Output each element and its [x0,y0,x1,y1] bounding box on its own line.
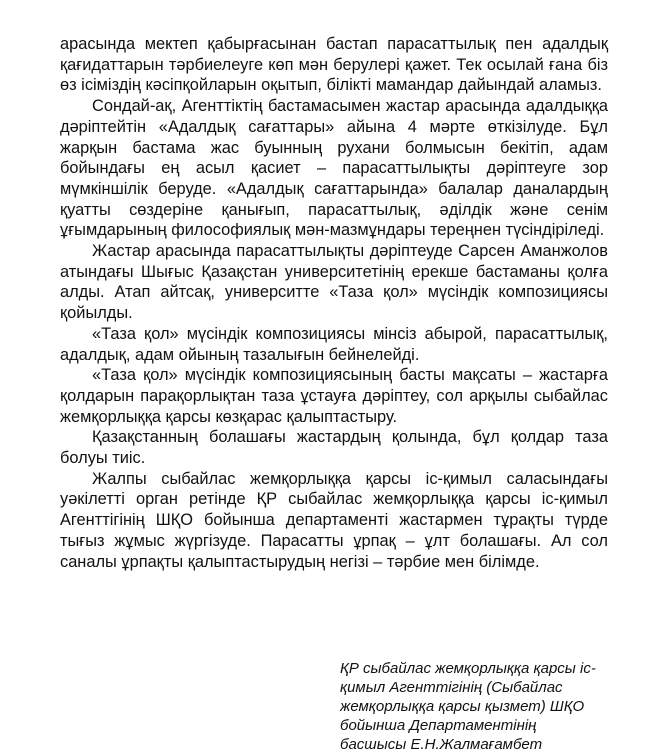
paragraph-university-initiative: Жастар арасында парасаттылықты дәріптеуде Сарсен Аманжолов атындағы Шығыс Қазақстан университетінің ерекше бастаманы қолға алды. Атап айтсақ, университте «Таза қол» мүсіндік композициясы қойылды. [60,242,608,323]
author-signature-block [340,659,610,754]
paragraph-department-work: Жалпы сыбайлас жемқорлыққа қарсы іс-қимыл саласындағы уәкілетті орган ретінде ҚР сыбайлас жемқорлыққа қарсы іс-қимыл Агенттігінің ШҚО бойынша департаменті жастармен тұрақты түрде тығыз жұмыс жүргізуде. Парасатты ұрпақ – ұлт болашағы. Ал сол саналы ұрпақты қалыптастырудың негізі – тәрбие мен білімде. [60,469,608,571]
paragraph-sculpture-goal: «Таза қол» мүсіндік композициясының басты мақсаты – жастарға қолдарын парақорлықтан таза ұстауға дәріптеу, сол арқылы сыбайлас жемқорлыққа қарсы көзқарас қалыптастыру. [60,366,608,426]
signature-line: жемқорлыққа қарсы қызмет) ШҚО [340,698,585,715]
paragraph-sculpture-meaning: «Таза қол» мүсіндік композициясы мінсіз абырой, парасаттылық, адалдық, адам ойының тазалығын бейнелейді. [60,324,608,364]
paragraph-future: Қазақстанның болашағы жастардың қолында, бұл қолдар таза болуы тиіс. [60,428,608,468]
signature-line: қимыл Агенттігінің (Сыбайлас [340,679,563,696]
signature-line: ҚР сыбайлас жемқорлыққа қарсы іс- [340,660,596,677]
signature-line: бойынша Департаментінің [340,717,537,734]
paragraph-continuation: арасында мектеп қабырғасынан бастап парасаттылық пен адалдық қағидаттарын тәрбиелеуге көп мән берулері қажет. Тек осылай ғана біз өз ісіміздің кәсіпқойларын оқытып, білікті мамандар дайындай аламыз. [60,35,608,95]
article-body [60,34,608,572]
signature-line: басшысы Е.Н.Жалмағамбет [340,736,543,753]
paragraph-honesty-hours: Сондай-ақ, Агенттіктің бастамасымен жастар арасында адалдыққа дәріптейтін «Адалдық сағаттары» айына 4 мәрте өткізілуде. Бұл жарқын бастама жас буынның рухани болмысын бекітіп, адам бойындағы ең асыл қасиет – парасаттылықты дәріптеуге зор мүмкіншілік беруде. «Адалдық сағаттарында» балалар даналардың қуатты сөздеріне қанығып, парасаттылық, әділдік және сенім ұғымдарының философиялық мән-мазмұндары тереңнен түсіндіріледі. [60,97,608,240]
